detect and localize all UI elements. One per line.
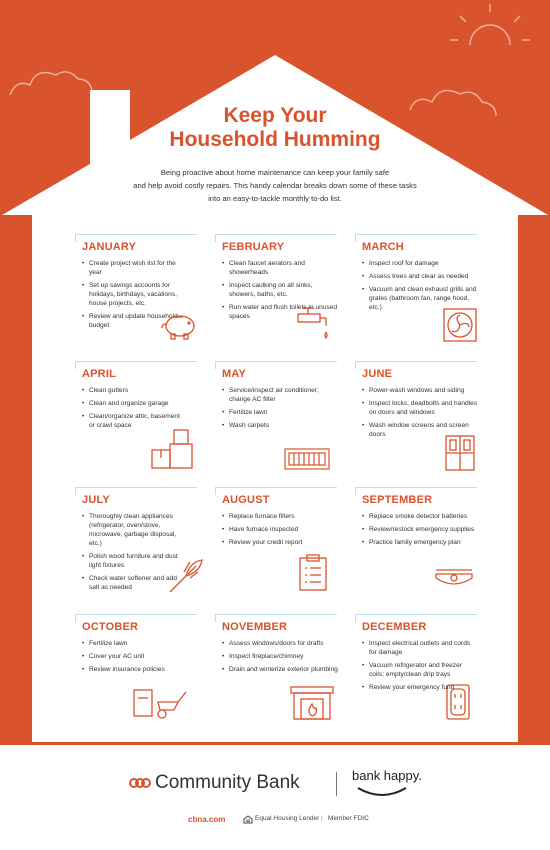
task-item: • Clean and organize garage [82,399,180,408]
task-item: • Fertilize lawn [222,408,338,417]
brand-name: Community Bank [155,772,300,793]
task-item: • Inspect caulking on all sinks, showers, baths, etc. [222,281,338,299]
clipboard-icon [298,554,328,592]
month-name: JANUARY [82,241,137,253]
month-name: OCTOBER [82,621,139,633]
task-item: • Inspect roof for damage [362,259,478,268]
month-rule-tick [355,361,356,369]
month-name: FEBRUARY [222,241,285,253]
month-rule [355,361,477,362]
month-rule-tick [355,234,356,242]
task-item: • Have furnace inspected [222,525,338,534]
footer-divider [336,772,337,796]
month-rule-tick [75,361,76,369]
task-item: • Assess windows/doors for drafts [222,639,338,648]
task-item: • Vacuum and clean exhaust grills and grates (bathroom fan, range hood, etc.) [362,285,478,312]
month-rule-tick [215,614,216,622]
month-name: MAY [222,368,247,380]
task-item: • Cover your AC unit [82,652,180,661]
outlet-icon [446,684,470,720]
month-rule-tick [75,487,76,495]
month-rule-tick [215,234,216,242]
month-rule-tick [75,614,76,622]
task-item: • Wash window screens and screen doors [362,421,478,439]
task-item: • Review and update household budget [82,312,180,330]
task-list [222,386,342,434]
task-item: • Fertilize lawn [82,639,180,648]
title-line-1: Keep Your [223,104,327,127]
month-rule [215,614,337,615]
month-name: DECEMBER [362,621,427,633]
task-item: • Review your emergency fund [362,683,478,692]
task-item: • Replace furnace filters [222,512,338,521]
month-rule-tick [215,487,216,495]
month-rule [75,487,197,488]
brand-tagline: bank happy. [352,768,422,783]
task-item: • Inspect locks, deadbolts and handles on doors and windows [362,399,478,417]
equal-housing-lender: Equal Housing Lender [255,815,320,822]
month-rule-tick [75,234,76,242]
task-list [222,639,342,678]
fireplace-icon [290,686,334,720]
task-item: • Clean faucet aerators and showerheads [222,259,338,277]
title-line-2: Household Humming [169,128,381,151]
task-item: • Clean/organize attic, basement or crawl space [82,412,180,430]
air-vent-icon [284,448,330,470]
task-item: • Practice family emergency plan [362,538,478,547]
task-item: • Drain and winterize exterior plumbing [222,665,338,674]
member-fdic: Member FDIC [328,815,369,822]
task-item: • Check water softener and add salt as needed [82,574,180,592]
task-item: • Review your credit report [222,538,338,547]
wheelbarrow-icon [132,686,188,720]
task-item: • Run water and flush toilets in unused spaces [222,303,338,321]
footer-separator: | [321,815,323,822]
month-rule-tick [355,487,356,495]
month-rule [215,234,337,235]
smile-swoosh-icon [356,786,408,798]
month-rule [215,361,337,362]
month-name: JULY [82,494,110,506]
month-rule [75,614,197,615]
month-rule [215,487,337,488]
intro-text [110,166,440,205]
month-rule [75,361,197,362]
exhaust-fan-icon [442,307,478,343]
equal-housing-icon [243,815,253,824]
month-rule [355,614,477,615]
task-list [362,512,482,551]
month-name: APRIL [82,368,116,380]
intro-line: into an easy-to-tackle monthly to-do list. [208,194,342,203]
month-rule-tick [355,614,356,622]
task-item: • Power-wash windows and siding [362,386,478,395]
community-bank-logo-icon [128,775,152,791]
month-rule-tick [215,361,216,369]
task-list [222,512,342,551]
month-name: SEPTEMBER [362,494,433,506]
task-item: • Review/restock emergency supplies [362,525,478,534]
intro-line: and help avoid costly repairs. This handy calendar breaks down some of these tasks [133,181,417,190]
month-name: JUNE [362,368,393,380]
month-name: NOVEMBER [222,621,288,633]
piggy-bank-icon [160,310,200,340]
faucet-icon [296,306,332,346]
smoke-detector-icon [434,568,474,590]
month-name: MARCH [362,241,404,253]
window-icon [444,434,476,472]
intro-line: Being proactive about home maintenance can keep your family safe [160,168,390,177]
task-item: • Review insurance policies [82,665,180,674]
task-item: • Wash carpets [222,421,338,430]
month-rule [355,234,477,235]
month-rule [355,487,477,488]
boxes-icon [150,424,196,470]
task-item: • Assess trees and clear as needed [362,272,478,281]
month-rule [75,234,197,235]
task-list [82,639,202,678]
month-name: AUGUST [222,494,270,506]
task-item: • Replace smoke detector batteries [362,512,478,521]
task-item: • Inspect electrical outlets and cords for damage [362,639,478,657]
task-item: • Clean gutters [82,386,180,395]
task-item: • Inspect fireplace/chimney [222,652,338,661]
website-link[interactable]: cbna.com [188,815,226,824]
task-item: • Vacuum refrigerator and freezer coils; empty/clean drip trays [362,661,478,679]
feather-duster-icon [166,556,206,596]
task-item: • Service/inspect air conditioner; change AC filter [222,386,338,404]
task-item: • Polish wood furniture and dust light fixtures [82,552,180,570]
task-item: • Set up savings accounts for holidays, birthdays, vacations, house projects, etc. [82,281,180,308]
task-item: • Create project wish list for the year [82,259,180,277]
task-item: • Thoroughly clean appliances (refrigerator, oven/stove, microwave, garbage disposal, etc.) [82,512,180,548]
footer [0,745,550,850]
